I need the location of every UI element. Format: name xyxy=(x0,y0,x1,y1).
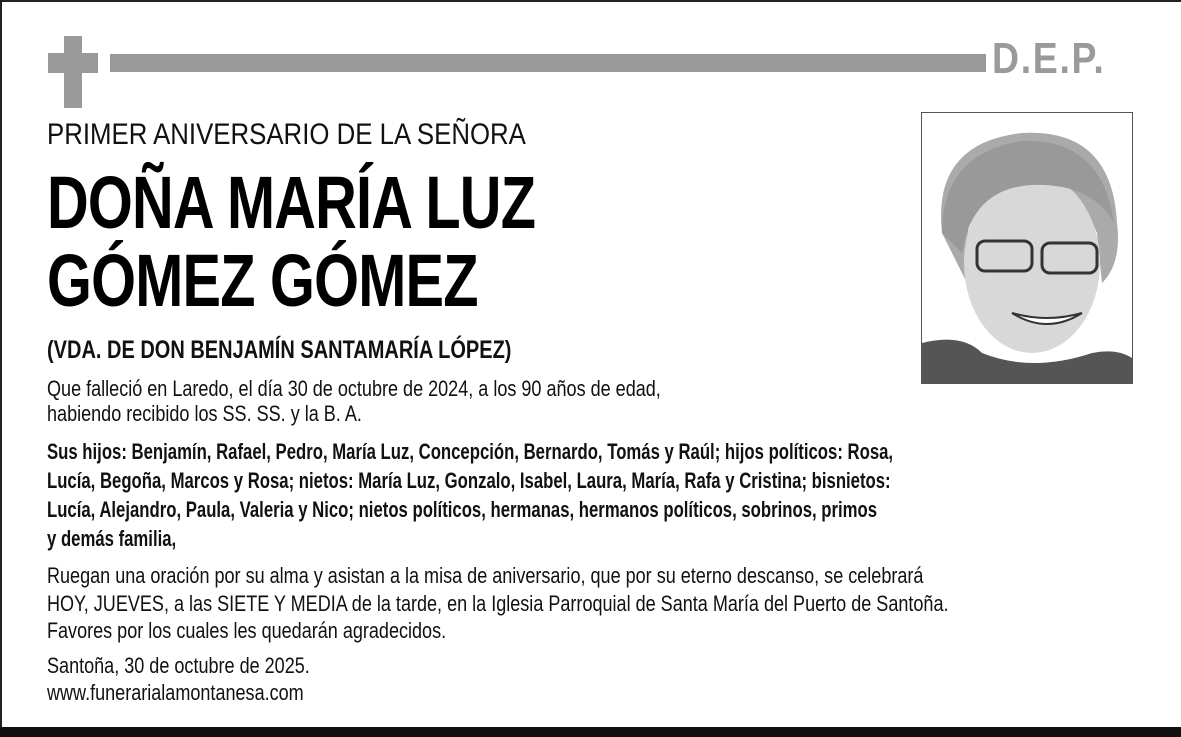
family-line: Lucía, Begoña, Marcos y Rosa; nietos: María Luz, Gonzalo, Isabel, Laura, María, Rafa y Cristina; bisnietos: xyxy=(47,468,891,493)
mass-line: HOY, JUEVES, a las SIETE Y MEDIA de la tarde, en la Iglesia Parroquial de Santa María del Puerto de Santoña. xyxy=(47,591,949,616)
portrait-photo xyxy=(921,112,1133,384)
header-rule xyxy=(110,54,986,72)
family-line: y demás familia, xyxy=(47,526,177,551)
family-line: Lucía, Alejandro, Paula, Valeria y Nico; nietos políticos, hermanas, hermanos políticos, sobrinos, primos xyxy=(47,497,878,522)
mass-line: Ruegan una oración por su alma y asistan a la misa de aniversario, que por su eterno descanso, se celebrará xyxy=(47,563,924,588)
bottom-bar xyxy=(0,727,1181,737)
portrait-image xyxy=(922,113,1132,383)
place-date: Santoña, 30 de octubre de 2025. xyxy=(47,653,310,678)
deceased-name-line-1: DOÑA MARÍA LUZ xyxy=(47,161,536,244)
mass-line: Favores por los cuales les quedarán agradecidos. xyxy=(47,618,447,643)
deceased-name-line-2: GÓMEZ GÓMEZ xyxy=(47,239,478,322)
death-line: habiendo recibido los SS. SS. y la B. A. xyxy=(47,401,362,426)
website-link[interactable]: www.funerarialamontanesa.com xyxy=(47,680,304,705)
cross-icon-arm xyxy=(48,53,98,73)
family-line: Sus hijos: Benjamín, Rafael, Pedro, María Luz, Concepción, Bernardo, Tomás y Raúl; hijos políticos: Rosa, xyxy=(47,439,894,464)
dep-label: D.E.P. xyxy=(992,34,1106,83)
intro-line: PRIMER ANIVERSARIO DE LA SEÑORA xyxy=(47,118,526,151)
widow-of-line: (VDA. DE DON BENJAMÍN SANTAMARÍA LÓPEZ) xyxy=(47,336,512,364)
death-line: Que falleció en Laredo, el día 30 de octubre de 2024, a los 90 años de edad, xyxy=(47,376,661,401)
